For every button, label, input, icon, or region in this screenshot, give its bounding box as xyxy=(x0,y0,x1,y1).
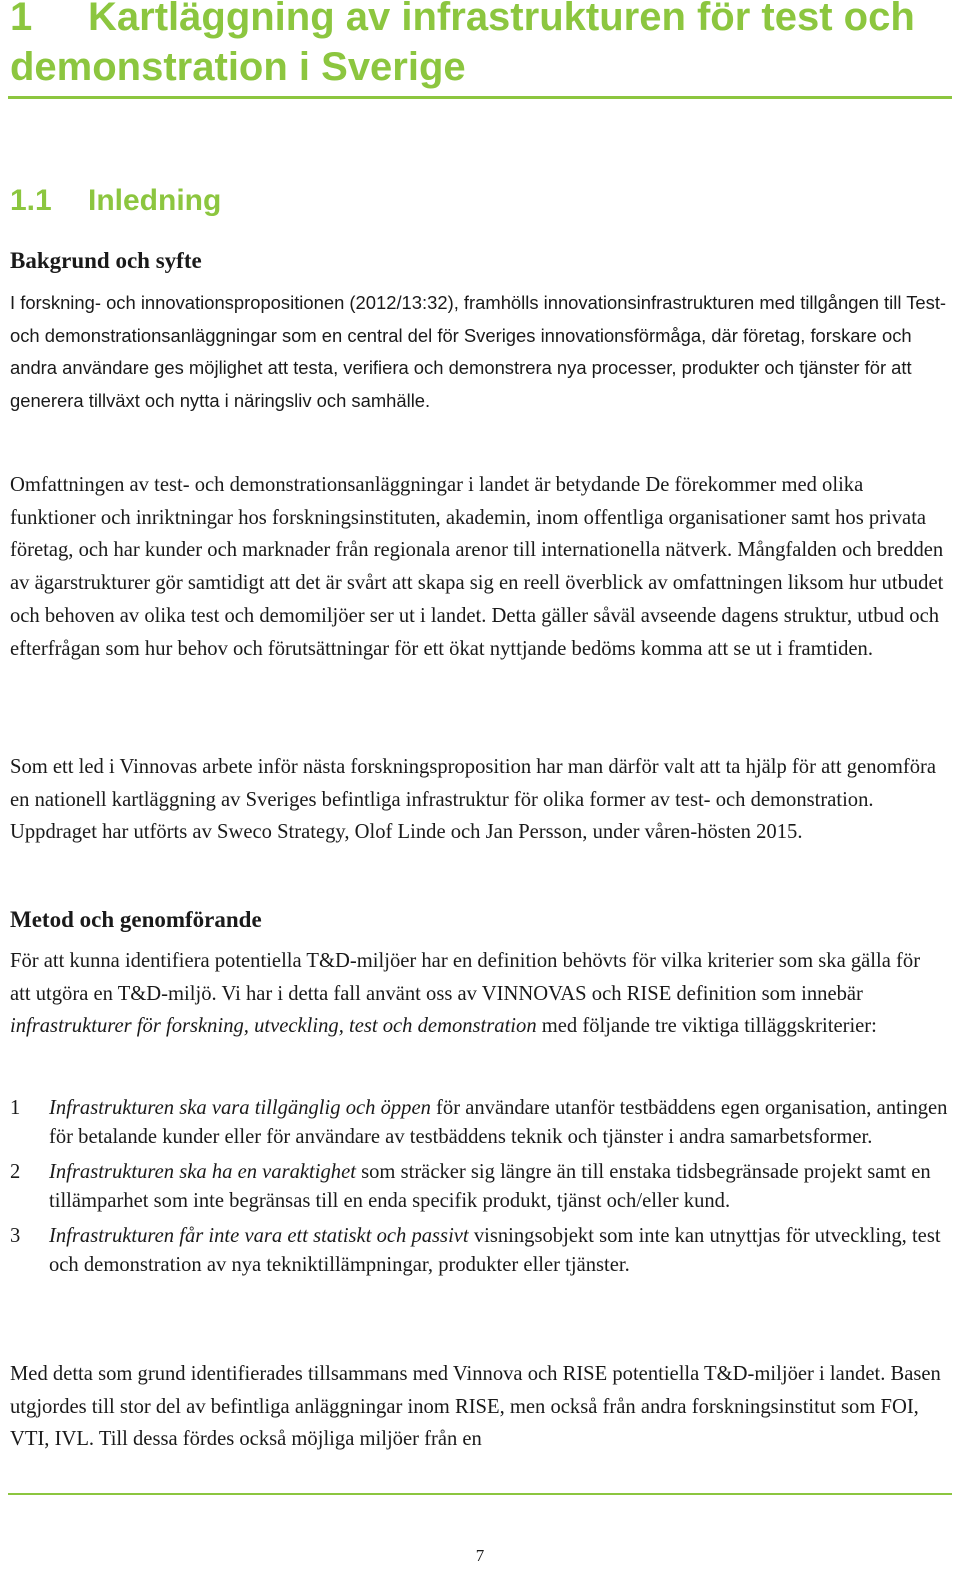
list-item-number: 2 xyxy=(10,1161,21,1183)
list-item-text: visningsobjekt som inte kan utnyttjas för utveckling, test och demonstration av nya tekniktillämpningar, produkter eller tjänster. xyxy=(49,1225,941,1276)
chapter-heading xyxy=(10,0,950,92)
paragraph-background-3: Som ett led i Vinnovas arbete inför nästa forskningsproposition har man därför valt att ta hjälp för att genomföra en nationell kartläggning av Sveriges befintliga infrastruktur för olika former av test- och demonstration. Uppdraget har utförts av Sweco Strategy, Olof Linde och Jan Persson, under våren-hösten 2015. xyxy=(10,756,937,844)
section-number: 1.1 xyxy=(10,184,52,217)
footer-divider xyxy=(8,1493,952,1495)
chapter-number: 1 xyxy=(10,0,33,39)
heading-divider xyxy=(8,96,952,99)
list-item-number: 1 xyxy=(10,1097,21,1119)
list-item-italic: Infrastrukturen ska ha en varaktighet xyxy=(49,1161,356,1183)
list-item-italic: Infrastrukturen får inte vara ett statiskt och passivt xyxy=(49,1225,469,1247)
subheading-background: Bakgrund och syfte xyxy=(10,248,202,273)
list-item xyxy=(10,1222,950,1279)
method-intro-tail: med följande tre viktiga tilläggskriterier: xyxy=(536,1015,877,1038)
paragraph-method-closing: Med detta som grund identifierades tillsammans med Vinnova och RISE potentiella T&D-miljöer i landet. Basen utgjordes till stor del av befintliga anläggningar inom RISE, men också från andra forskningsinstitut som FOI, VTI, IVL. Till dessa fördes också möjliga miljöer från en xyxy=(10,1363,941,1451)
list-item-text: för användare utanför testbäddens egen organisation, antingen för betalande kunder eller för användare av testbäddens teknik och tjänster i andra samarbetsformer. xyxy=(49,1097,948,1148)
list-item-italic: Infrastrukturen ska vara tillgänglig och öppen xyxy=(49,1097,431,1119)
list-item xyxy=(10,1094,950,1151)
list-item xyxy=(10,1158,950,1215)
paragraph-background-2: Omfattningen av test- och demonstrationsanläggningar i landet är betydande De förekommer med olika funktioner och inriktningar hos forskningsinstituten, akademin, inom offentliga organisationer samt hos privata företag, och har kunder och marknader från regionala arenor till internationella nätverk. Mångfalden och bredden av ägarstrukturer gör samtidigt att det är svårt att skapa sig en reell överblick av omfattningen liksom hur utbudet och behoven av olika test och demomiljöer ser ut i landet. Detta gäller såväl avseende dagens struktur, utbud och efterfrågan som hur behov och förutsättningar för ett ökat nyttjande bedöms komma att se ut i framtiden. xyxy=(10,474,944,660)
section-heading xyxy=(10,183,221,219)
method-intro-italic: infrastrukturer för forskning, utveckling, test och demonstration xyxy=(10,1015,537,1038)
criteria-list xyxy=(10,1094,950,1279)
method-intro-text: För att kunna identifiera potentiella T&D-miljöer har en definition behövts för vilka kriterier som ska gälla för att utgöra en T&D-miljö. Vi har i detta fall använt oss av VINNOVAS och RISE definition som innebär xyxy=(10,950,921,1005)
paragraph-method-intro xyxy=(10,945,945,1043)
chapter-title: Kartläggning av infrastrukturen för test och demonstration i Sverige xyxy=(10,0,915,89)
list-item-number: 3 xyxy=(10,1225,21,1247)
paragraph-background-1: I forskning- och innovationspropositionen (2012/13:32), framhölls innovationsinfrastrukturen med tillgången till Test- och demonstrationsanläggningar som en central del för Sveriges innovationsförmåga, där företag, forskare och andra användare ges möjlighet att testa, verifiera och demonstrera nya processer, produkter och tjänster för att generera tillväxt och nytta i näringsliv och samhälle. xyxy=(10,292,947,412)
page-number: 7 xyxy=(475,1546,485,1565)
subheading-method: Metod och genomförande xyxy=(10,907,262,932)
list-item-text: som sträcker sig längre än till enstaka tidsbegränsade projekt samt en tillämparhet som inte begränsas till en enda specifik produkt, tjänst och/eller kund. xyxy=(49,1161,931,1212)
section-title: Inledning xyxy=(88,184,222,217)
